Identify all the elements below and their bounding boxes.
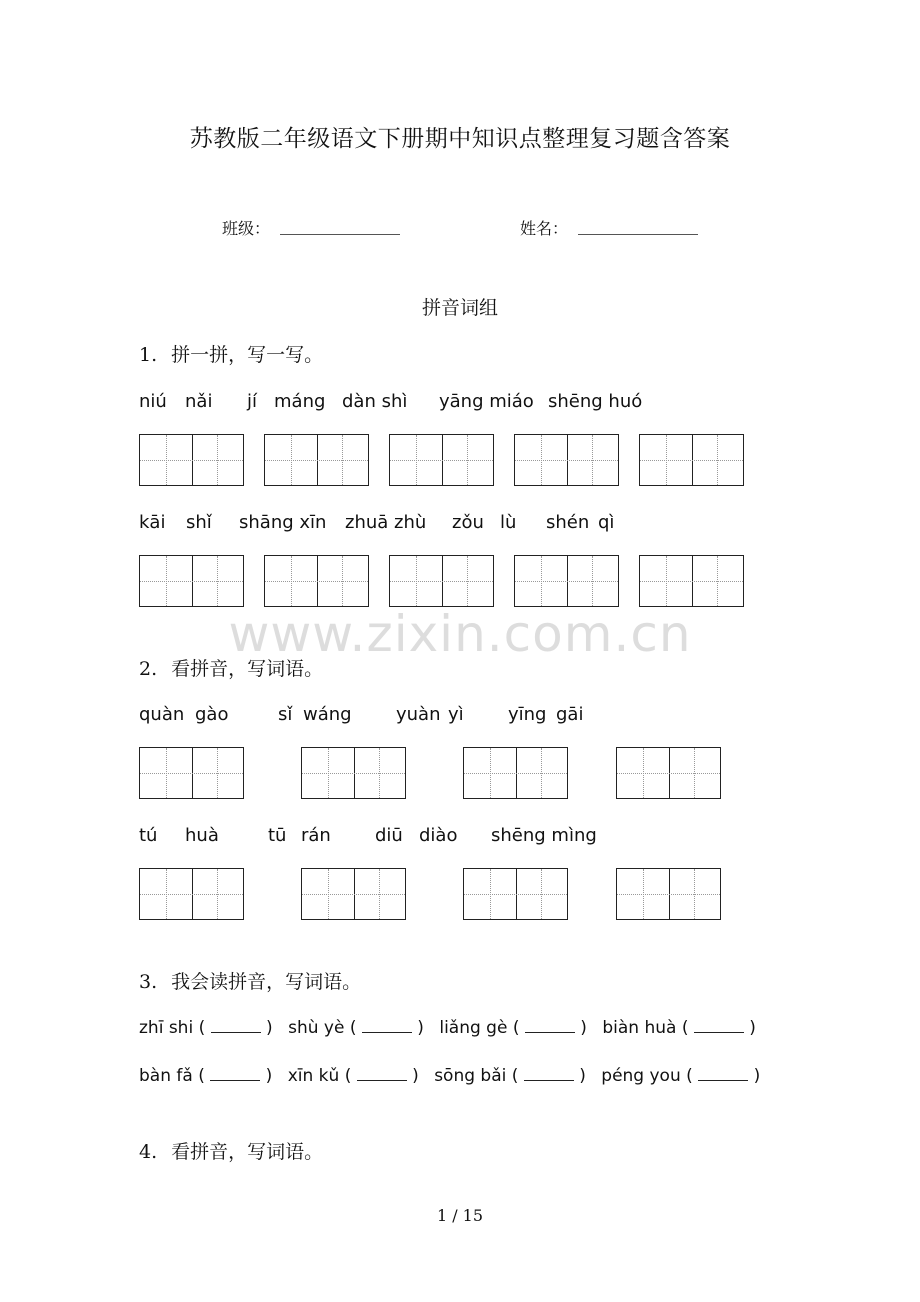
pinyin: quàn [139,704,185,725]
close-paren: ) [749,1018,756,1038]
writing-grid[interactable] [639,434,744,486]
question-number: 1. [139,344,158,366]
fill-row [139,1018,766,1038]
writing-grid[interactable] [514,434,619,486]
open-paren: ( [198,1018,206,1038]
pinyin: yāng miáo [439,391,534,412]
close-paren: ) [265,1066,273,1086]
pinyin: yīng [508,704,547,725]
writing-grid[interactable] [301,868,406,920]
pinyin: shēng mìng [491,825,597,846]
pinyin: gào [195,704,229,725]
page-number: 1 / 15 [436,1206,484,1225]
writing-grid[interactable] [389,434,494,486]
pinyin: huà [185,825,219,846]
fill-item [602,1018,756,1038]
section-title: 拼音词组 [421,297,498,319]
pinyin: niú [139,391,167,412]
open-paren: ( [512,1018,520,1038]
open-paren: ( [686,1066,693,1086]
pinyin: zhī shi [139,1018,194,1038]
open-paren: ( [349,1018,357,1038]
answer-blank[interactable] [362,1018,412,1033]
answer-blank[interactable] [525,1018,575,1033]
fill-item [139,1066,272,1086]
writing-grid[interactable] [264,434,369,486]
close-paren: ) [580,1018,587,1038]
answer-blank[interactable] [211,1018,261,1033]
pinyin: yì [448,704,464,725]
fill-item [288,1066,419,1086]
close-paren: ) [417,1018,424,1038]
question-text: 看拼音，写词语。 [171,1141,324,1163]
question-text: 我会读拼音，写词语。 [171,971,362,993]
pinyin: lù [500,512,517,533]
question-1 [139,340,323,367]
pinyin: sǐ [278,704,293,725]
writing-grid[interactable] [389,555,494,607]
question-3 [139,967,361,994]
fill-item [288,1018,424,1038]
pinyin: yuàn [396,704,441,725]
pinyin: péng you [601,1066,681,1086]
answer-blank[interactable] [357,1066,407,1081]
answer-blank[interactable] [698,1066,748,1081]
pinyin: jí [247,391,258,412]
pinyin: kāi [139,512,166,533]
open-paren: ( [344,1066,352,1086]
document-title: 苏教版二年级语文下册期中知识点整理复习题含答案 [189,126,731,152]
writing-grid[interactable] [264,555,369,607]
pinyin: shǐ [186,512,212,533]
writing-grid[interactable] [139,868,244,920]
question-4 [139,1137,323,1164]
close-paren: ) [753,1066,761,1086]
name-label: 姓名： [520,219,569,238]
pinyin: gāi [556,704,584,725]
pinyin: máng [274,391,326,412]
pinyin: zǒu [452,512,484,533]
close-paren: ) [266,1018,273,1038]
fill-item [139,1018,273,1038]
pinyin: tú [139,825,158,846]
question-number: 3. [139,971,158,993]
writing-grid[interactable] [139,747,244,799]
writing-grid[interactable] [139,434,244,486]
answer-blank[interactable] [524,1066,574,1081]
writing-grid[interactable] [301,747,406,799]
answer-blank[interactable] [694,1018,744,1033]
question-number: 2. [139,658,158,680]
pinyin: shén [546,512,590,533]
pinyin: nǎi [185,391,213,412]
close-paren: ) [579,1066,586,1086]
pinyin: xīn kǔ [287,1066,340,1086]
watermark: www.zixin.com.cn [228,605,692,663]
pinyin: dàn shì [342,391,408,412]
question-text: 拼一拼，写一写。 [171,344,324,366]
pinyin: rán [301,825,331,846]
pinyin: shēng huó [548,391,643,412]
writing-grid[interactable] [463,747,568,799]
fill-item [434,1066,586,1086]
pinyin: wáng [303,704,352,725]
pinyin: biàn huà [602,1018,677,1038]
pinyin: liǎng gè [439,1018,508,1038]
pinyin: bàn fǎ [139,1066,193,1086]
fill-row [139,1066,770,1086]
writing-grid[interactable] [616,868,721,920]
answer-blank[interactable] [210,1066,260,1081]
class-field[interactable] [280,234,400,235]
pinyin: tū [268,825,287,846]
open-paren: ( [198,1066,205,1086]
pinyin: qì [598,512,615,533]
writing-grid[interactable] [514,555,619,607]
fill-item [439,1018,587,1038]
pinyin: diào [419,825,458,846]
question-2 [139,654,323,681]
class-label: 班级： [222,219,271,238]
writing-grid[interactable] [616,747,721,799]
writing-grid[interactable] [639,555,744,607]
open-paren: ( [681,1018,689,1038]
writing-grid[interactable] [463,868,568,920]
open-paren: ( [511,1066,519,1086]
question-number: 4. [139,1141,158,1163]
pinyin: shù yè [288,1018,345,1038]
writing-grid[interactable] [139,555,244,607]
pinyin: zhuā zhù [345,512,427,533]
close-paren: ) [412,1066,419,1086]
fill-item [601,1066,760,1086]
pinyin: shāng xīn [239,512,327,533]
pinyin: sōng bǎi [434,1066,507,1086]
question-text: 看拼音，写词语。 [171,658,324,680]
pinyin: diū [375,825,403,846]
name-field[interactable] [578,234,698,235]
